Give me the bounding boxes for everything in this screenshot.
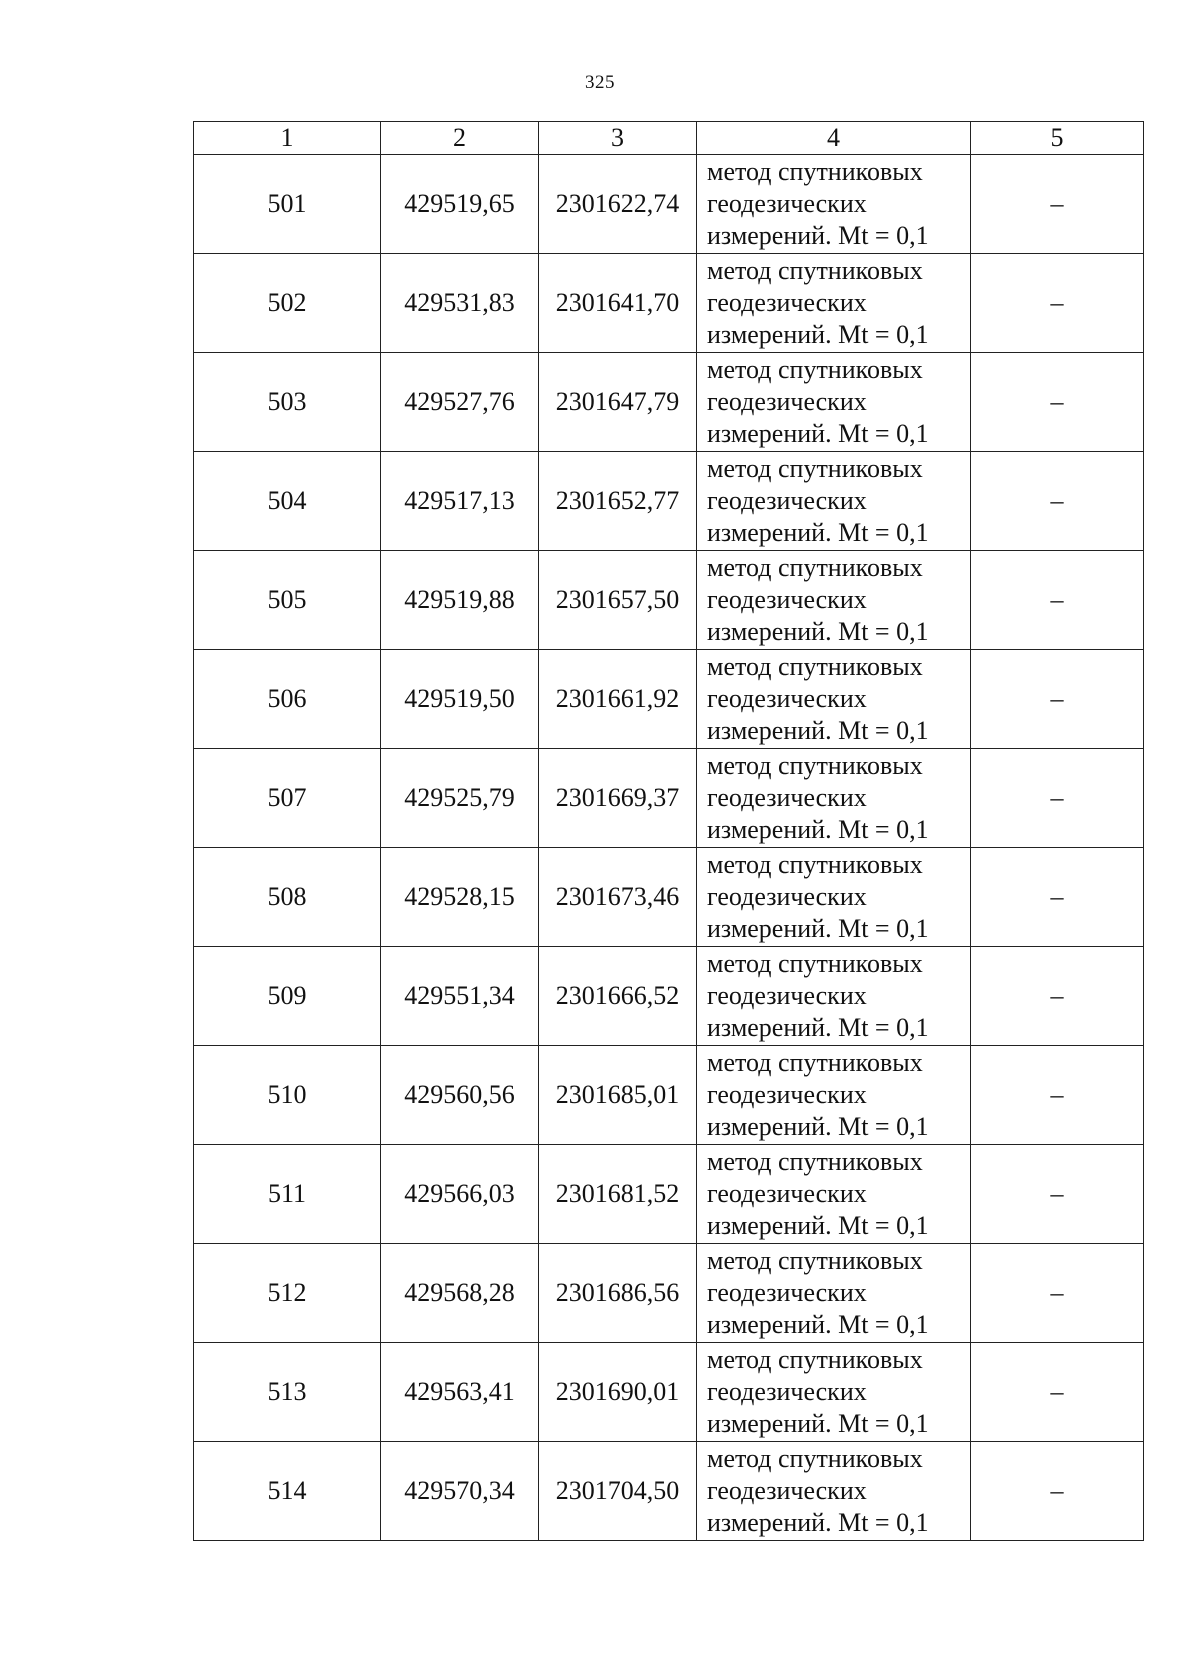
note-cell: – (971, 1442, 1144, 1541)
point-number-cell: 514 (194, 1442, 381, 1541)
coordinate-x-cell: 429519,88 (381, 551, 539, 650)
method-cell (697, 452, 971, 551)
coordinate-x-cell: 429519,65 (381, 155, 539, 254)
coordinate-y-cell: 2301673,46 (539, 848, 697, 947)
method-line: геодезических (707, 1278, 867, 1307)
table-header (194, 122, 1144, 155)
point-number-cell: 502 (194, 254, 381, 353)
coordinate-x-cell: 429551,34 (381, 947, 539, 1046)
coordinate-y-cell: 2301704,50 (539, 1442, 697, 1541)
method-line: измерений. Mt = 0,1 (707, 1310, 929, 1339)
point-number-cell: 509 (194, 947, 381, 1046)
point-number-cell: 508 (194, 848, 381, 947)
point-number-cell: 510 (194, 1046, 381, 1145)
note-cell: – (971, 1145, 1144, 1244)
method-line: метод спутниковых (707, 652, 923, 681)
method-line: геодезических (707, 1080, 867, 1109)
method-line: метод спутниковых (707, 157, 923, 186)
coordinate-y-cell: 2301681,52 (539, 1145, 697, 1244)
method-line: геодезических (707, 486, 867, 515)
method-cell (697, 1046, 971, 1145)
note-cell: – (971, 452, 1144, 551)
method-line: измерений. Mt = 0,1 (707, 1112, 929, 1141)
method-cell (697, 353, 971, 452)
point-number-cell: 512 (194, 1244, 381, 1343)
method-line: метод спутниковых (707, 1246, 923, 1275)
coordinate-x-cell: 429519,50 (381, 650, 539, 749)
method-line: геодезических (707, 1377, 867, 1406)
coordinate-y-cell: 2301666,52 (539, 947, 697, 1046)
coordinate-x-cell: 429568,28 (381, 1244, 539, 1343)
table-row (194, 353, 1144, 452)
method-line: геодезических (707, 1476, 867, 1505)
point-number-cell: 503 (194, 353, 381, 452)
method-line: измерений. Mt = 0,1 (707, 1013, 929, 1042)
table-row (194, 1244, 1144, 1343)
point-number-cell: 504 (194, 452, 381, 551)
method-line: геодезических (707, 1179, 867, 1208)
coordinate-y-cell: 2301686,56 (539, 1244, 697, 1343)
method-cell (697, 1145, 971, 1244)
method-line: измерений. Mt = 0,1 (707, 419, 929, 448)
point-number-cell: 506 (194, 650, 381, 749)
coordinate-x-cell: 429563,41 (381, 1343, 539, 1442)
coordinates-table-wrapper (193, 121, 1143, 1541)
table-row (194, 155, 1144, 254)
method-line: измерений. Mt = 0,1 (707, 518, 929, 547)
point-number-cell: 513 (194, 1343, 381, 1442)
method-line: метод спутниковых (707, 553, 923, 582)
method-line: геодезических (707, 684, 867, 713)
method-line: измерений. Mt = 0,1 (707, 617, 929, 646)
note-cell: – (971, 1244, 1144, 1343)
note-cell: – (971, 1343, 1144, 1442)
coordinate-x-cell: 429527,76 (381, 353, 539, 452)
table-row (194, 650, 1144, 749)
method-line: метод спутниковых (707, 256, 923, 285)
method-cell (697, 1442, 971, 1541)
table-row (194, 254, 1144, 353)
note-cell: – (971, 1046, 1144, 1145)
note-cell: – (971, 551, 1144, 650)
method-line: метод спутниковых (707, 454, 923, 483)
coordinate-y-cell: 2301657,50 (539, 551, 697, 650)
method-line: метод спутниковых (707, 751, 923, 780)
method-cell (697, 947, 971, 1046)
method-line: геодезических (707, 783, 867, 812)
table-row (194, 749, 1144, 848)
table-row (194, 1442, 1144, 1541)
method-line: измерений. Mt = 0,1 (707, 1409, 929, 1438)
method-cell (697, 1343, 971, 1442)
method-cell (697, 551, 971, 650)
note-cell: – (971, 848, 1144, 947)
coordinate-y-cell: 2301622,74 (539, 155, 697, 254)
method-cell (697, 749, 971, 848)
note-cell: – (971, 353, 1144, 452)
coordinate-y-cell: 2301690,01 (539, 1343, 697, 1442)
method-line: метод спутниковых (707, 1147, 923, 1176)
coordinate-y-cell: 2301669,37 (539, 749, 697, 848)
method-line: измерений. Mt = 0,1 (707, 914, 929, 943)
coordinate-x-cell: 429531,83 (381, 254, 539, 353)
method-line: измерений. Mt = 0,1 (707, 320, 929, 349)
method-line: измерений. Mt = 0,1 (707, 1211, 929, 1240)
method-line: измерений. Mt = 0,1 (707, 716, 929, 745)
method-line: измерений. Mt = 0,1 (707, 1508, 929, 1537)
header-cell-2: 2 (381, 122, 539, 155)
point-number-cell: 501 (194, 155, 381, 254)
coordinate-y-cell: 2301641,70 (539, 254, 697, 353)
point-number-cell: 507 (194, 749, 381, 848)
coordinate-x-cell: 429517,13 (381, 452, 539, 551)
page-number: 325 (585, 72, 615, 93)
point-number-cell: 511 (194, 1145, 381, 1244)
method-cell (697, 254, 971, 353)
method-cell (697, 650, 971, 749)
method-cell (697, 848, 971, 947)
method-line: измерений. Mt = 0,1 (707, 221, 929, 250)
point-number-cell: 505 (194, 551, 381, 650)
note-cell: – (971, 650, 1144, 749)
method-line: геодезических (707, 882, 867, 911)
method-line: метод спутниковых (707, 355, 923, 384)
coordinate-y-cell: 2301647,79 (539, 353, 697, 452)
coordinate-x-cell: 429560,56 (381, 1046, 539, 1145)
table-row (194, 1145, 1144, 1244)
coordinate-y-cell: 2301652,77 (539, 452, 697, 551)
method-line: геодезических (707, 189, 867, 218)
note-cell: – (971, 254, 1144, 353)
table-row (194, 551, 1144, 650)
method-line: измерений. Mt = 0,1 (707, 815, 929, 844)
method-line: метод спутниковых (707, 949, 923, 978)
method-line: метод спутниковых (707, 1048, 923, 1077)
coordinate-y-cell: 2301661,92 (539, 650, 697, 749)
note-cell: – (971, 155, 1144, 254)
method-cell (697, 1244, 971, 1343)
coordinates-table (193, 121, 1144, 1541)
coordinate-x-cell: 429528,15 (381, 848, 539, 947)
method-line: геодезических (707, 288, 867, 317)
coordinate-y-cell: 2301685,01 (539, 1046, 697, 1145)
method-line: геодезических (707, 981, 867, 1010)
note-cell: – (971, 749, 1144, 848)
coordinate-x-cell: 429566,03 (381, 1145, 539, 1244)
header-cell-4: 4 (697, 122, 971, 155)
header-row (194, 122, 1144, 155)
method-line: метод спутниковых (707, 1444, 923, 1473)
coordinate-x-cell: 429570,34 (381, 1442, 539, 1541)
table-row (194, 1046, 1144, 1145)
table-row (194, 452, 1144, 551)
method-line: метод спутниковых (707, 850, 923, 879)
table-row (194, 1343, 1144, 1442)
table-row (194, 848, 1144, 947)
method-line: геодезических (707, 585, 867, 614)
header-cell-3: 3 (539, 122, 697, 155)
header-cell-1: 1 (194, 122, 381, 155)
note-cell: – (971, 947, 1144, 1046)
coordinate-x-cell: 429525,79 (381, 749, 539, 848)
method-cell (697, 155, 971, 254)
header-cell-5: 5 (971, 122, 1144, 155)
method-line: метод спутниковых (707, 1345, 923, 1374)
table-body (194, 155, 1144, 1541)
method-line: геодезических (707, 387, 867, 416)
table-row (194, 947, 1144, 1046)
